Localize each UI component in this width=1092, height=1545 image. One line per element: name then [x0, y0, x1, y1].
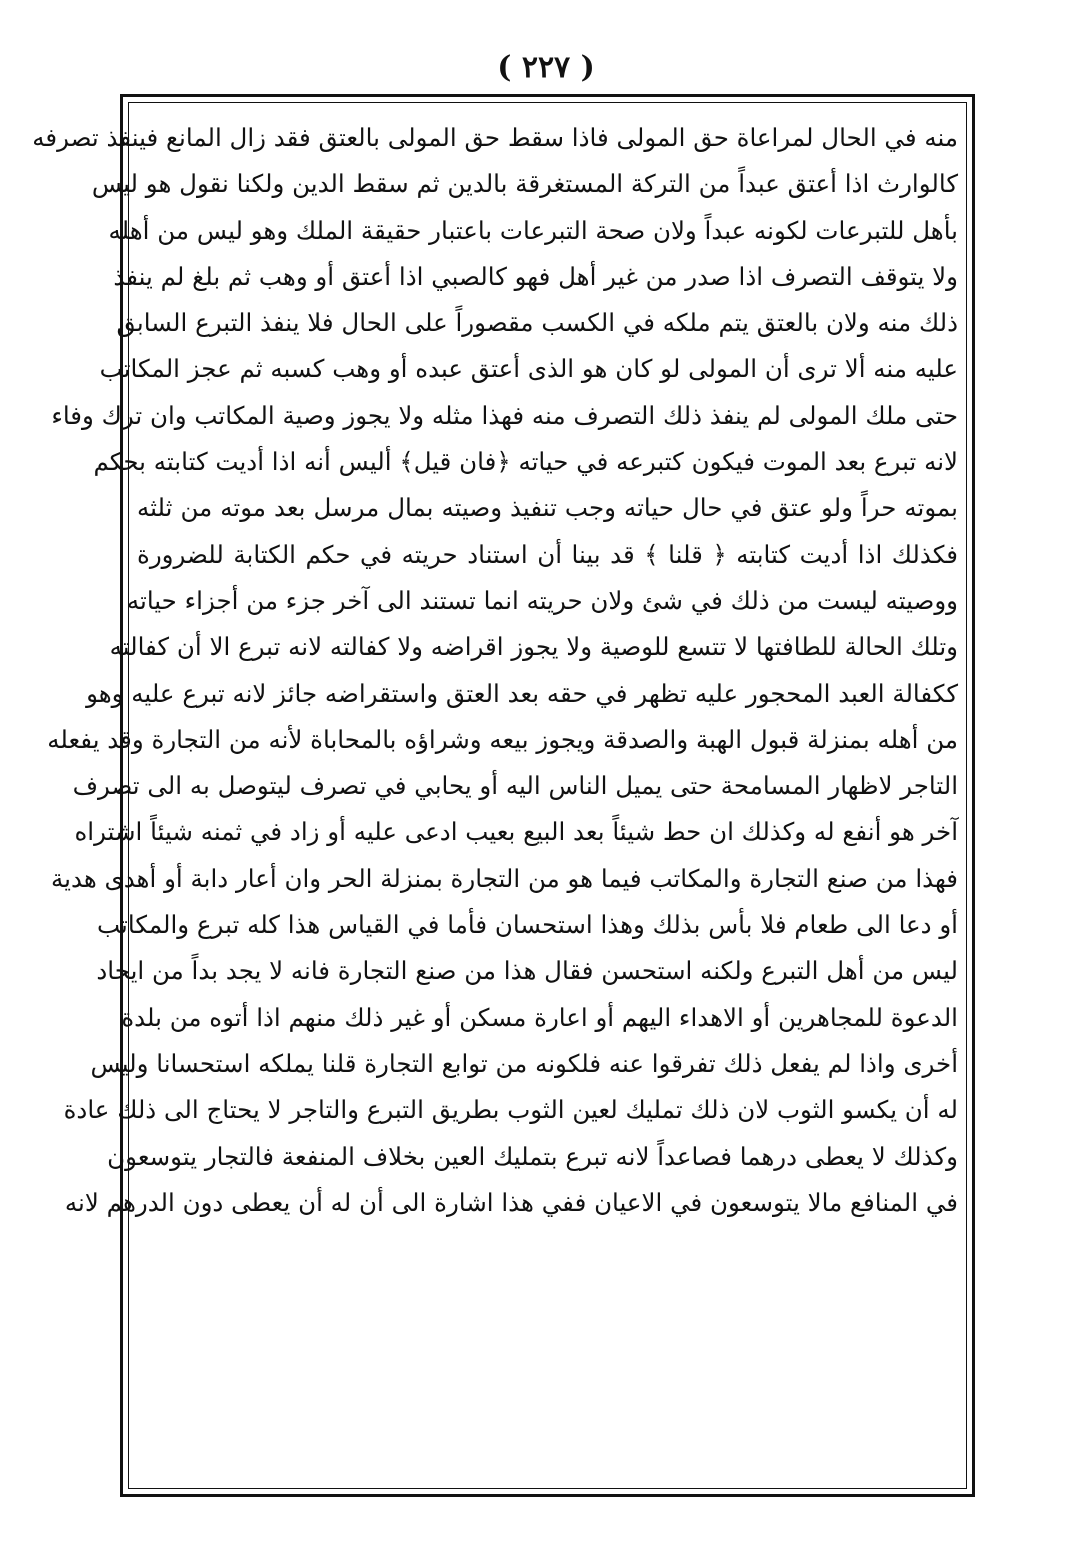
text-line: فهذا من صنع التجارة والمكاتب فيما هو من التجارة بمنزلة الحر وان أعار دابة أو أهدى هدية — [51, 863, 958, 893]
text-body — [32, 115, 958, 1226]
page-number: ( ٢٢٧ ) — [497, 50, 595, 85]
text-line: آخر هو أنفع له وكذلك ان حط شيئاً بعد البيع بعيب ادعى عليه أو زاد في ثمنه شيئاً اشتراه — [74, 817, 958, 847]
text-line: منه في الحال لمراعاة حق المولى فاذا سقط حق المولى بالعتق فقد زال المانع فينفذ تصرفه — [32, 123, 958, 152]
text-line: ولا يتوقف التصرف اذا صدر من غير أهل فهو كالصبي اذا أعتق أو وهب ثم بلغ لم ينفذ — [113, 261, 958, 291]
text-line: بأهل للتبرعات لكونه عبداً ولان صحة التبرعات باعتبار حقيقة الملك وهو ليس من أهله — [108, 215, 958, 245]
text-line: بموته حراً ولو عتق في حال حياته وجب تنفيذ وصيته بمال مرسل بعد موته من ثلثه — [137, 493, 958, 523]
text-line: عليه منه ألا ترى أن المولى لو كان هو الذى أعتق عبده أو وهب كسبه ثم عجز المكاتب — [99, 354, 958, 384]
text-line: وكذلك لا يعطى درهما فصاعداً لانه تبرع بتمليك العين بخلاف المنفعة فالتجار يتوسعون — [107, 1141, 958, 1171]
text-line: ذلك منه ولان بالعتق يتم ملكه في الكسب مقصوراً على الحال فلا ينفذ التبرع السابق — [116, 308, 958, 338]
text-line: في المنافع مالا يتوسعون في الاعيان ففي هذا اشارة الى أن له أن يعطى دون الدرهم لانه — [64, 1187, 958, 1217]
text-line: له أن يكسو الثوب لان ذلك تمليك لعين الثوب بطريق التبرع والتاجر لا يحتاج الى ذلك عادة — [63, 1095, 958, 1125]
text-line: التاجر لاظهار المسامحة حتى يميل الناس اليه أو يحابي في تصرف ليتوصل به الى تصرف — [72, 771, 958, 801]
text-line: من أهله بمنزلة قبول الهبة والصدقة ويجوز بيعه وشراؤه بالمحاباة لأنه من التجارة وقد يفعله — [47, 724, 958, 754]
text-line: الدعوة للمجاهرين أو الاهداء اليهم أو اعارة مسكن أو غير ذلك منهم اذا أتوه من بلدة — [121, 1002, 958, 1032]
text-line: ووصيته ليست من ذلك في شئ ولان حريته انما تستند الى آخر جزء من أجزاء حياته — [126, 585, 958, 615]
text-line: حتى ملك المولى لم ينفذ ذلك التصرف منه فهذا مثله ولا يجوز وصية المكاتب وان ترك وفاء — [51, 400, 958, 430]
text-line: كالوارث اذا أعتق عبداً من التركة المستغرقة بالدين ثم سقط الدين ولكنا نقول هو ليس — [91, 169, 958, 199]
page-border — [32, 94, 975, 1497]
text-line: لانه تبرع بعد الموت فيكون كتبرعه في حياته ﴿فان قيل﴾ أليس أنه اذا أديت كتابته بحكم — [93, 447, 958, 477]
text-line: أو دعا الى طعام فلا بأس بذلك وهذا استحسان فأما في القياس هذا كله تبرع والمكاتب — [97, 910, 958, 940]
text-line: أخرى واذا لم يفعل ذلك تفرقوا عنه فلكونه من توابع التجارة قلنا يملكه استحسانا وليس — [90, 1048, 958, 1078]
text-line: وتلك الحالة للطافتها لا تتسع للوصية ولا يجوز اقراضه ولا كفالته لانه تبرع الا أن كفالته — [109, 632, 958, 662]
text-line: فكذلك اذا أديت كتابته ﴿ قلنا ﴾ قد بينا أن استناد حريته في حكم الكتابة للضرورة — [137, 539, 958, 569]
text-line: ليس من أهل التبرع ولكنه استحسن فقال هذا من صنع التجارة فانه لا يجد بداً من ايجاد — [96, 956, 958, 986]
text-line: ككفالة العبد المحجور عليه تظهر في حقه بعد العتق واستقراضه جائز لانه تبرع عليه وهو — [86, 678, 958, 708]
